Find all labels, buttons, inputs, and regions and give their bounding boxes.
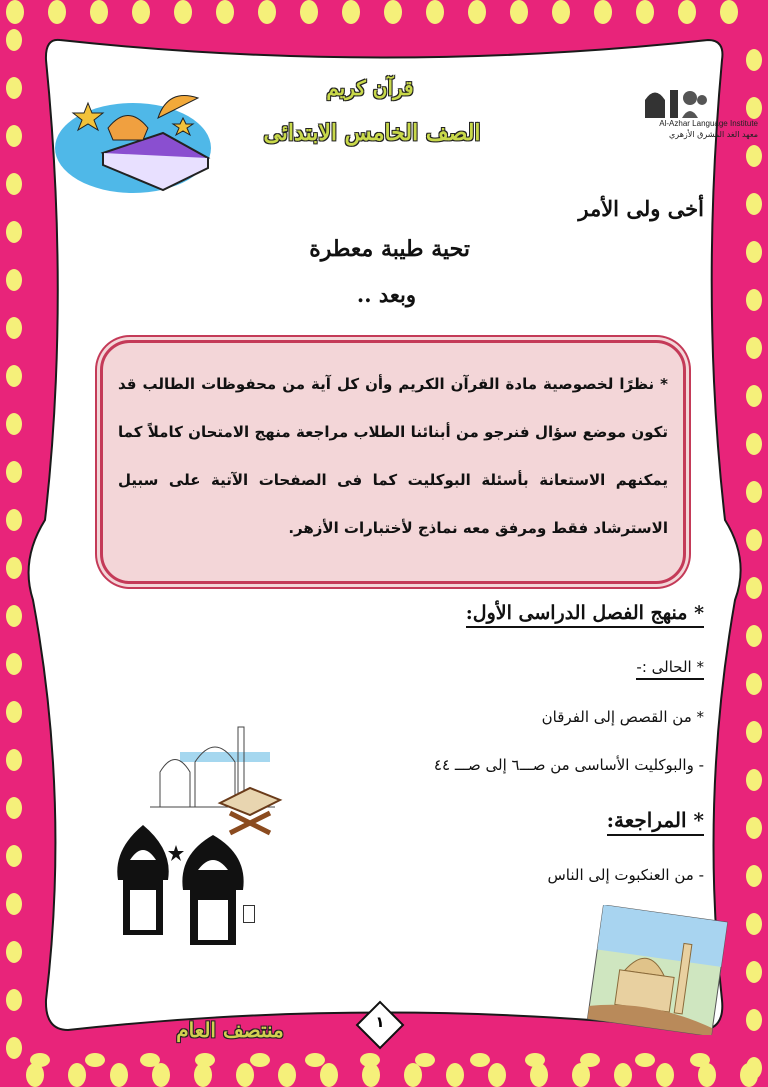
frame-dot (510, 0, 528, 24)
booklet-pages: - والبوكليت الأساسى من صـــ٦ إلى صـــ ٤٤ (433, 756, 704, 774)
frame-dot (594, 0, 612, 24)
frame-dot (195, 1053, 215, 1067)
review-label: * المراجعة: (607, 808, 704, 836)
frame-dot (746, 529, 762, 551)
frame-dot (426, 0, 444, 24)
frame-dot (342, 0, 360, 24)
frame-dot (6, 797, 22, 819)
frame-dot (636, 0, 654, 24)
note-text: * نظرًا لخصوصية مادة القرآن الكريم وأن كل آية من محفوظات الطالب قد تكون موضع سؤال فنرجو من أبنائنا الطلاب مراجعة منهج الامتحان كاملاً كما يمكنهم الاستعانة بأسئلة البوكليت كما فى الصفحات الآتية على سبيل الاسترشاد فقط ومرفق معه نماذج لأختبارات الأزهر. (118, 375, 668, 537)
frame-dot (746, 625, 762, 647)
frame-dot (746, 1009, 762, 1031)
frame-dot (6, 653, 22, 675)
current-range: * من القصص إلى الفرقان (541, 708, 704, 726)
frame-dot (525, 1053, 545, 1067)
subject-title: قرآن كريم (326, 76, 414, 100)
frame-dot (174, 0, 192, 24)
frame-dot (236, 1063, 254, 1087)
greeting-line-3: وبعد .. (356, 282, 416, 307)
frame-dot (446, 1063, 464, 1087)
frame-dot (746, 433, 762, 455)
grade-title: الصف الخامس الابتدائى (263, 120, 481, 146)
frame-dot (6, 125, 22, 147)
mosque-painting-icon (585, 905, 730, 1035)
frame-dot (746, 577, 762, 599)
frame-dot (746, 769, 762, 791)
frame-dot (6, 701, 22, 723)
frame-dot (6, 941, 22, 963)
frame-dot (258, 0, 276, 24)
frame-dot (746, 193, 762, 215)
frame-dot (305, 1053, 325, 1067)
frame-dot (6, 269, 22, 291)
frame-dot (746, 481, 762, 503)
frame-dot (360, 1053, 380, 1067)
frame-dot (6, 173, 22, 195)
frame-dot (635, 1053, 655, 1067)
frame-dot (6, 893, 22, 915)
frame-dot (152, 1063, 170, 1087)
frame-dot (6, 413, 22, 435)
placeholder-box-icon (243, 905, 255, 923)
frame-dot (30, 1053, 50, 1067)
current-label: * الحالى :- (636, 658, 704, 680)
frame-dot (278, 1063, 296, 1087)
institute-name-ar: معهد الغد المشرق الأزهري (669, 130, 758, 139)
frame-dot (6, 557, 22, 579)
frame-dot (6, 221, 22, 243)
frame-dot (746, 817, 762, 839)
institute-logo-icon (640, 80, 710, 120)
frame-dot (404, 1063, 422, 1087)
frame-dot (746, 385, 762, 407)
institute-name (608, 118, 758, 140)
frame-dot (746, 961, 762, 983)
frame-dot (746, 673, 762, 695)
frame-dot (746, 289, 762, 311)
frame-dot (110, 1063, 128, 1087)
frame-dot (746, 913, 762, 935)
frame-dot (720, 0, 738, 24)
frame-dot (746, 49, 762, 71)
frame-dot (6, 845, 22, 867)
page-number: ١ (375, 1013, 385, 1031)
greeting-line-2: تحية طيبة معطرة (309, 236, 470, 262)
frame-dot (690, 1053, 710, 1067)
frame-dot (746, 337, 762, 359)
frame-dot (656, 1063, 674, 1087)
frame-dot (6, 1037, 22, 1059)
frame-dot (6, 605, 22, 627)
frame-dot (678, 0, 696, 24)
frame-dot (580, 1053, 600, 1067)
frame-dot (746, 241, 762, 263)
frame-dot (6, 509, 22, 531)
frame-dot (132, 0, 150, 24)
frame-dot (746, 1057, 762, 1079)
footer-title: منتصف العام (176, 1018, 284, 1042)
frame-dot (320, 1063, 338, 1087)
frame-dot (415, 1053, 435, 1067)
frame-dot (746, 145, 762, 167)
institute-name-en: Al-Azhar Language Institute (659, 119, 758, 128)
frame-dot (6, 749, 22, 771)
frame-dot (6, 317, 22, 339)
mosque-domes-icon (108, 820, 258, 950)
frame-dot (250, 1053, 270, 1067)
frame-dot (90, 0, 108, 24)
frame-dot (746, 865, 762, 887)
frame-dot (6, 989, 22, 1011)
frame-dot (552, 0, 570, 24)
frame-dot (6, 77, 22, 99)
frame-dot (48, 0, 66, 24)
frame-dot (6, 29, 22, 51)
frame-dot (300, 0, 318, 24)
frame-dot (614, 1063, 632, 1087)
frame-dot (470, 1053, 490, 1067)
quran-book-icon (48, 78, 218, 198)
greeting-line-1: أخى ولى الأمر (578, 196, 704, 221)
frame-dot (6, 0, 24, 24)
frame-dot (746, 721, 762, 743)
frame-dot (6, 365, 22, 387)
frame-dot (6, 461, 22, 483)
review-range: - من العنكبوت إلى الناس (547, 866, 704, 884)
syllabus-heading: * منهج الفصل الدراسى الأول: (466, 602, 704, 628)
frame-dot (384, 0, 402, 24)
frame-dot (85, 1053, 105, 1067)
frame-dot (140, 1053, 160, 1067)
frame-dot (746, 97, 762, 119)
frame-dot (488, 1063, 506, 1087)
frame-dot (68, 1063, 86, 1087)
frame-dot (468, 0, 486, 24)
frame-dot (216, 0, 234, 24)
